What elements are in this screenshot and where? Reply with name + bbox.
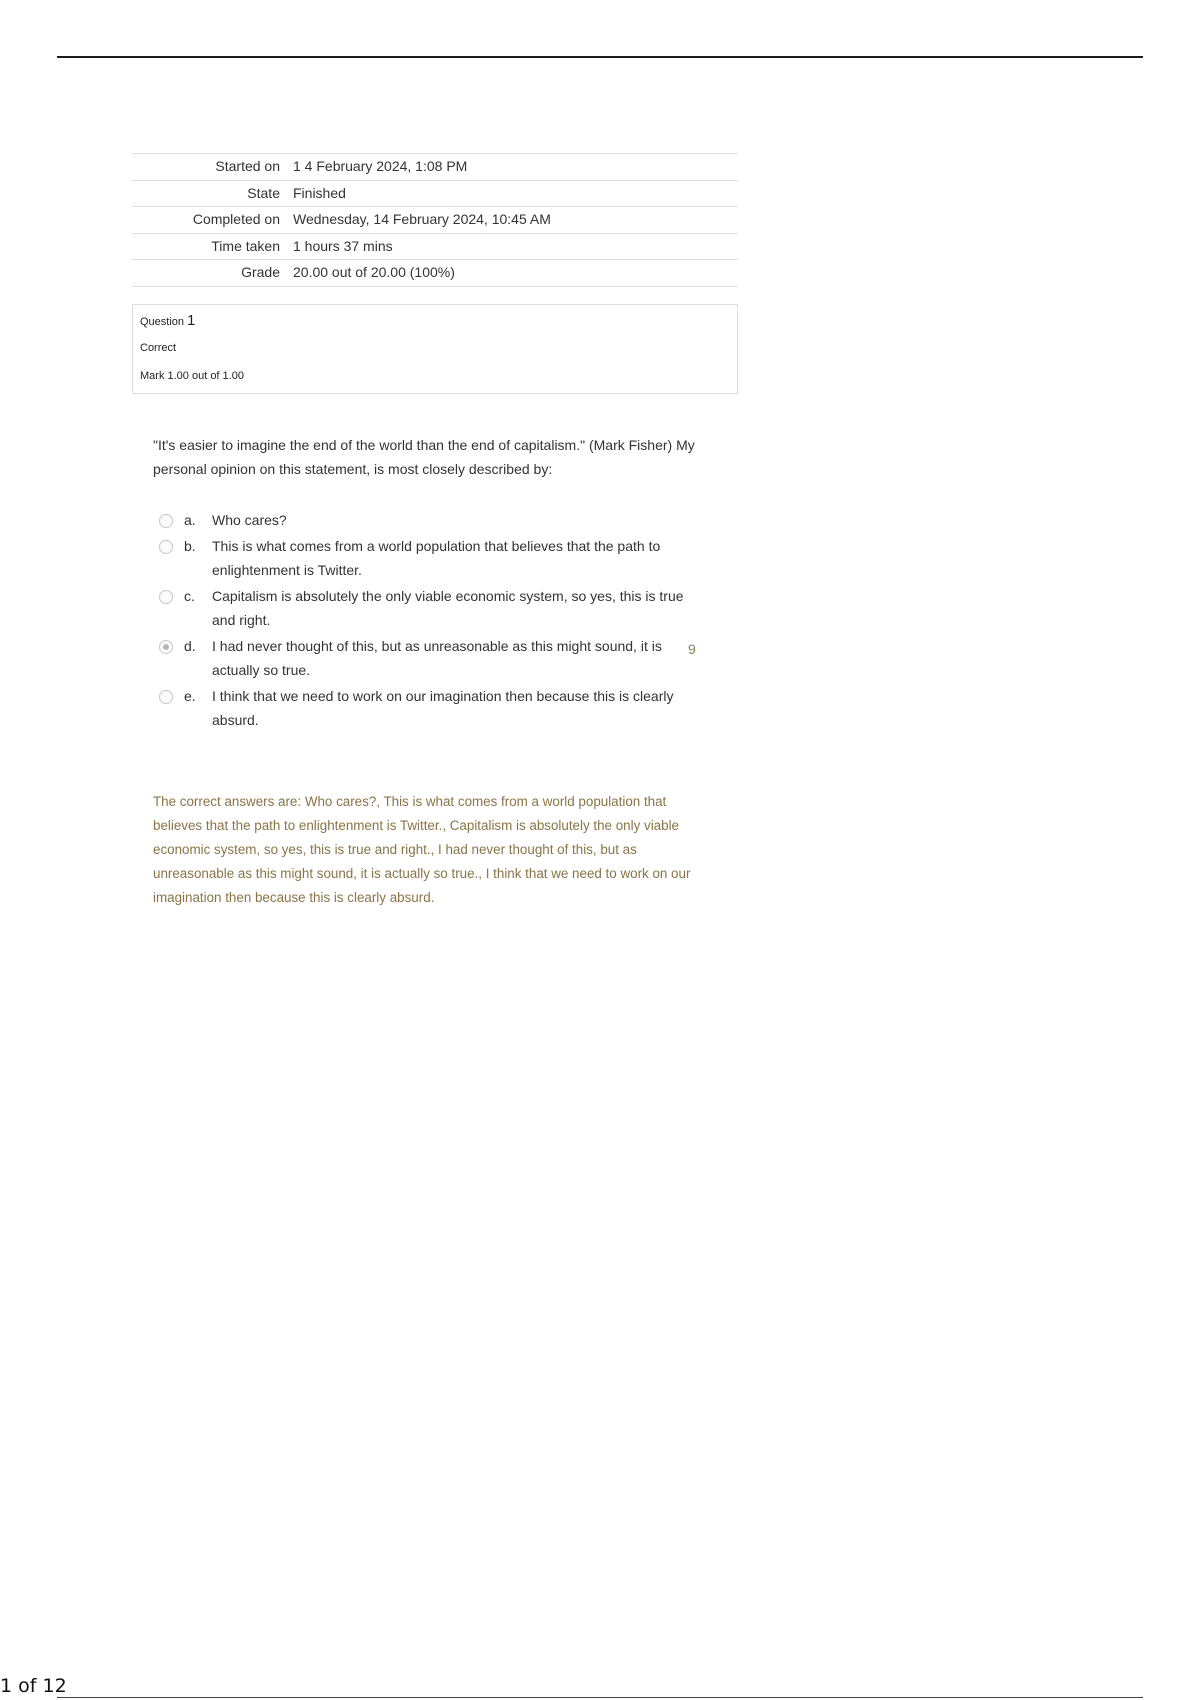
question-label: Question bbox=[140, 316, 185, 328]
summary-row-completed bbox=[132, 207, 738, 234]
correct-answer-feedback: The correct answers are: Who cares?, This is what comes from a world population that believes that the path to enlightenment is Twitter., Capitalism is absolutely the only viable economic system, so yes, this is true and right., I had never thought of this, but as unreasonable as this might sound, it is actually so true., I think that we need to work on our imagination then because this is clearly absurd. bbox=[153, 794, 691, 905]
option-text: Capitalism is absolutely the only viable economic system, so yes, this is true and right. bbox=[212, 588, 684, 628]
question-mark: Mark 1.00 out of 1.00 bbox=[140, 370, 244, 382]
radio-button[interactable] bbox=[159, 690, 173, 704]
option-text: This is what comes from a world population that believes that the path to enlightenment is Twitter. bbox=[212, 538, 661, 578]
answer-option-a[interactable] bbox=[150, 508, 710, 532]
option-text: I think that we need to work on our imagination then because this is clearly absurd. bbox=[212, 688, 674, 728]
summary-value: Wednesday, 14 February 2024, 10:45 AM bbox=[293, 211, 551, 227]
question-info-box bbox=[132, 304, 738, 394]
summary-row-time-taken bbox=[132, 234, 738, 261]
attempt-summary-table bbox=[132, 153, 738, 287]
answer-option-d[interactable] bbox=[150, 634, 710, 682]
option-letter: e. bbox=[184, 688, 196, 704]
summary-value: Finished bbox=[293, 184, 346, 201]
summary-label: Completed on bbox=[192, 211, 280, 227]
option-letter: b. bbox=[184, 538, 196, 554]
radio-button[interactable] bbox=[159, 590, 173, 604]
radio-button-selected[interactable] bbox=[159, 640, 173, 654]
question-number-value: 1 bbox=[187, 312, 196, 329]
summary-row-grade bbox=[132, 260, 738, 287]
question-state: Correct bbox=[140, 342, 177, 354]
summary-value: 1 hours 37 mins bbox=[293, 237, 393, 254]
answer-options bbox=[150, 508, 710, 734]
option-letter: d. bbox=[184, 638, 196, 654]
option-letter: a. bbox=[184, 512, 196, 528]
summary-value: 20.00 out of 20.00 (100%) bbox=[293, 264, 455, 280]
summary-label: Started on bbox=[215, 158, 280, 174]
summary-row-started bbox=[132, 154, 738, 181]
footer-rule bbox=[57, 1697, 1143, 1698]
option-text: I had never thought of this, but as unreasonable as this might sound, it is actually so true. bbox=[212, 638, 662, 678]
option-text: Who cares? bbox=[212, 512, 287, 528]
answer-option-b[interactable] bbox=[150, 534, 710, 582]
radio-button[interactable] bbox=[159, 514, 173, 528]
summary-label: Grade bbox=[241, 264, 280, 280]
answer-option-e[interactable] bbox=[150, 684, 710, 732]
selected-answer-marker: 9 bbox=[688, 641, 696, 657]
summary-label: State bbox=[247, 184, 280, 201]
radio-button[interactable] bbox=[159, 540, 173, 554]
header-rule bbox=[57, 56, 1143, 58]
question-number bbox=[140, 312, 195, 329]
page-number: 1 of 12 bbox=[0, 1675, 67, 1697]
answer-option-c[interactable] bbox=[150, 584, 710, 632]
question-text: "It's easier to imagine the end of the world than the end of capitalism." (Mark Fisher) My personal opinion on this statement, is most closely described by: bbox=[153, 437, 695, 477]
option-letter: c. bbox=[184, 588, 195, 604]
summary-label: Time taken bbox=[211, 237, 280, 254]
summary-value: 1 4 February 2024, 1:08 PM bbox=[293, 158, 468, 174]
summary-row-state bbox=[132, 181, 738, 208]
